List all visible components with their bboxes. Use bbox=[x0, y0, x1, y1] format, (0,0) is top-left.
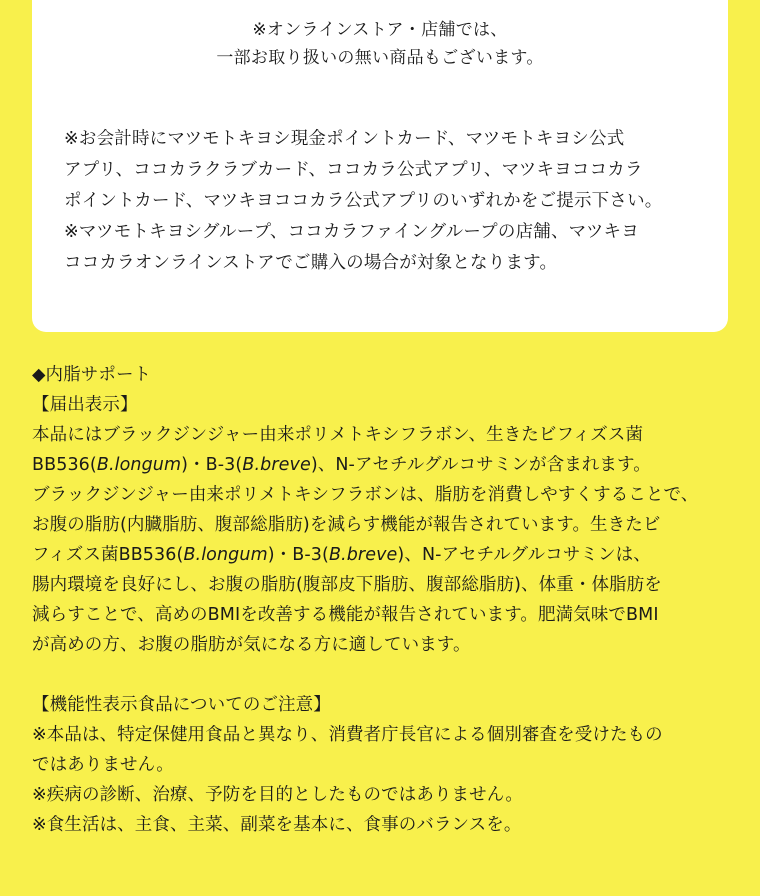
point-note-line: ココカラオンラインストアでご購入の場合が対象となります。 bbox=[64, 253, 558, 273]
claim-text: BB536( bbox=[32, 455, 97, 475]
claim-line: 減らすことで、高めのBMIを改善する機能が報告されています。肥満気味でBMI bbox=[32, 605, 659, 625]
strain-name: B.longum bbox=[96, 455, 182, 475]
claim-line: 腸内環境を良好にし、お腹の脂肪(腹部皮下脂肪、腹部総脂肪)、体重・体脂肪を bbox=[32, 575, 662, 595]
claim-line: ブラックジンジャー由来ポリメトキシフラボンは、脂肪を消費しやすくすることで、 bbox=[32, 485, 699, 505]
claim-line: お腹の脂肪(内臓脂肪、腹部総脂肪)を減らす機能が報告されています。生きたビ bbox=[32, 515, 661, 535]
product-description bbox=[32, 360, 732, 840]
claim-line: 本品にはブラックジンジャー由来ポリメトキシフラボン、生きたビフィズス菌 bbox=[32, 425, 644, 445]
point-note-line: ※マツモトキヨシグループ、ココカラファイングループの店舗、マツキヨ bbox=[64, 222, 639, 242]
claim-text: )、N-アセチルグルコサミンが含まれます。 bbox=[310, 455, 651, 475]
strain-name: B.longum bbox=[183, 545, 268, 565]
claim-text: )・B-3( bbox=[267, 545, 329, 565]
claim-text: )、N-アセチルグルコサミンは、 bbox=[397, 545, 651, 565]
caution-line: ※本品は、特定保健用食品と異なり、消費者庁長官による個別審査を受けたもの bbox=[32, 725, 663, 745]
claim-text: フィズス菌BB536( bbox=[32, 545, 184, 565]
claim-text: )・B-3( bbox=[181, 455, 243, 475]
strain-name: B.breve bbox=[328, 545, 398, 565]
strain-name: B.breve bbox=[242, 455, 311, 475]
notice-card bbox=[32, 0, 728, 332]
label-heading: 【届出表示】 bbox=[32, 395, 138, 415]
claim-line bbox=[32, 540, 732, 570]
store-note-line: ※オンラインストア・店舗では、 bbox=[252, 20, 508, 40]
point-note-line: ポイントカード、マツキヨココカラ公式アプリのいずれかをご提示下さい。 bbox=[64, 191, 663, 211]
point-note-line: ※お会計時にマツモトキヨシ現金ポイントカード、マツモトキヨシ公式 bbox=[64, 129, 625, 149]
caution-line: ※食生活は、主食、主菜、副菜を基本に、食事のバランスを。 bbox=[32, 815, 522, 835]
point-note-line: アプリ、ココカラクラブカード、ココカラ公式アプリ、マツキヨココカラ bbox=[64, 160, 643, 180]
caution-line: ではありません。 bbox=[32, 755, 174, 775]
point-card-note bbox=[64, 124, 704, 279]
caution-line: ※疾病の診断、治療、予防を目的としたものではありません。 bbox=[32, 785, 524, 805]
support-heading: ◆内脂サポート bbox=[32, 365, 152, 385]
store-availability-note bbox=[32, 16, 728, 72]
store-note-line: 一部お取り扱いの無い商品もございます。 bbox=[216, 48, 544, 68]
caution-heading: 【機能性表示食品についてのご注意】 bbox=[32, 695, 331, 715]
claim-line: が高めの方、お腹の脂肪が気になる方に適しています。 bbox=[32, 635, 471, 655]
spacer bbox=[32, 660, 732, 690]
claim-line bbox=[32, 450, 732, 480]
